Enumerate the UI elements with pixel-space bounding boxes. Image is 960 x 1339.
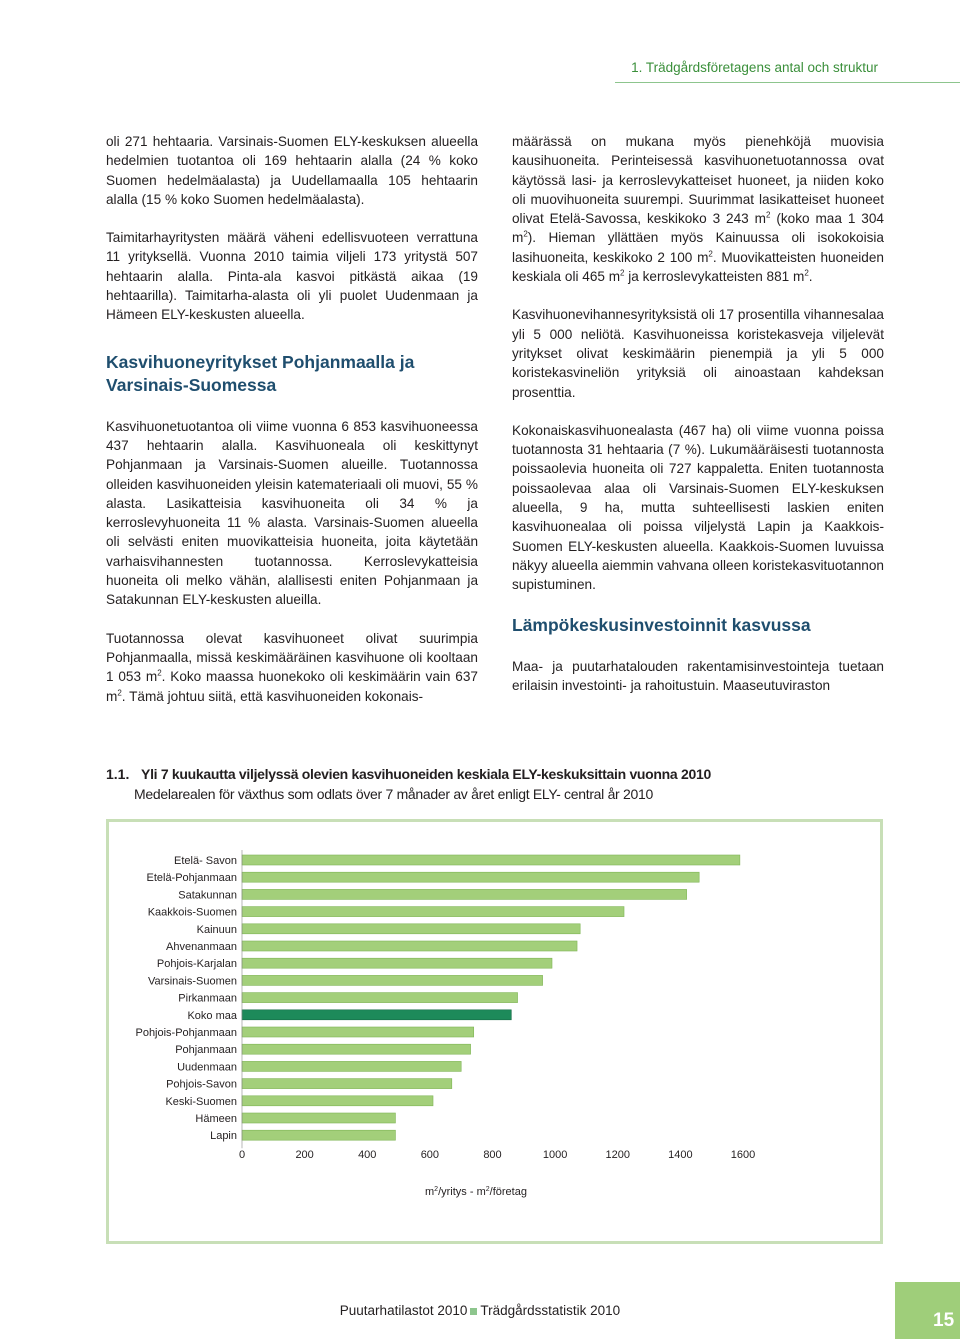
- category-label: Satakunnan: [178, 889, 237, 902]
- bar: [242, 1027, 474, 1037]
- category-label: Koko maa: [187, 1009, 237, 1022]
- figure-title-fi: Yli 7 kuukautta viljelyssä olevien kasvihuoneiden keskiala ELY-keskuksittain vuonna 2010: [141, 766, 711, 782]
- x-tick-label: 0: [238, 1149, 246, 1162]
- footer-right: Trädgårdsstatistik 2010: [480, 1303, 621, 1318]
- category-label: Pirkanmaan: [178, 992, 237, 1005]
- footer-left: Puutarhatilastot 2010: [339, 1303, 468, 1318]
- bar: [242, 1079, 452, 1089]
- bar: [242, 1061, 461, 1071]
- category-label: Keski-Suomen: [165, 1095, 237, 1108]
- left-column: [106, 132, 478, 725]
- paragraph: Kasvihuonetuotantoa oli viime vuonna 6 853 kasvihuoneessa 437 hehtaarin alalla. Kasvihuoneala oli keskittynyt Pohjanmaan ja Varsinais-Suomen alueille. Tuotannossa olleiden kasvihuoneiden yleisin katemateriaali oli muovi, 55 % alasta. Lasikatteisia kasvihuoneita oli 34 % ja kerroslevyhuoneita 11 % alasta. Varsinais-Suomen alueella oli selvästi eniten muovikatteisia huoneita, joita käytetään varhaisvihannesten tuotannossa. Kerroslevykatteisia huoneita oli melko vähän, alallisesti eniten Pohjanmaan ja Satakunnan ELY-keskusten alueilla.: [106, 418, 478, 608]
- right-column: [512, 132, 884, 714]
- category-label: Varsinais-Suomen: [147, 975, 237, 988]
- bar: [242, 907, 624, 917]
- footer-separator: [470, 1308, 477, 1315]
- section-heading: Lämpökeskusinvestoinnit kasvussa: [512, 614, 811, 635]
- category-label: Etelä-Pohjanmaan: [146, 872, 237, 885]
- category-label: Hämeen: [195, 1113, 237, 1125]
- x-tick-label: 1000: [542, 1149, 568, 1162]
- x-tick-label: 1600: [730, 1149, 756, 1162]
- x-tick-label: 400: [358, 1149, 377, 1162]
- paragraph: Kokonaiskasvihuonealasta (467 ha) oli viime vuonna poissa tuotannosta 31 hehtaaria (7 %). Lukumääräisesti tuotannosta poissaolevia huoneita oli 727 kappaletta. Eniten tuotannosta poissaolevaa alaa oli Varsinais-Suomen ELY-keskuksen alueella, 9 ha, mutta suhteellisesti laskien eniten kasvihuonealaa oli poissa viljelystä Lapin ja Kaakkois-Suomen ELY-keskusten alueella. Kaakkois-Suomen luvuissa näkyy alueella aiemmin vahvana olleen koristekasvituotannon supistuminen.: [512, 422, 884, 593]
- figure-caption: [106, 764, 711, 804]
- bar: [242, 1096, 433, 1106]
- bar: [242, 1113, 395, 1123]
- figure-title-sv: Medelarealen för växthus som odlats över 7 månader av året enligt ELY- central år 2010: [134, 786, 653, 802]
- page-number: 15: [895, 1282, 960, 1339]
- running-header: 1. Trädgårdsföretagens antal och struktur: [631, 60, 878, 75]
- bar: [242, 872, 699, 882]
- paragraph: määrässä on mukana myös pienehköjä muovisia kausihuoneita. Perinteisessä kasvihuonetuotannossa ovat käytössä lasi- ja kerroslevykatteiset huoneet, ja niiden koko oli muovihuoneita suurempi. Suurimmat lasikatteiset huoneet olivat Etelä-Savossa, keskikoko 3 243 $m^2$ (koko maa 1 304 $m^2$). Hieman yllättäen myös Kainuussa oli isokokoisia lasihuoneita, keskikoko 2 100 $m^2$. Muovikatteisten huoneiden keskiala oli 465 $m^2$ ja kerroslevykatteisten 881 $m^2$.: [512, 134, 884, 285]
- x-tick-label: 1400: [668, 1149, 693, 1162]
- bar: [242, 993, 518, 1003]
- header-rule: [615, 82, 960, 83]
- chart-frame: [106, 819, 883, 1244]
- paragraph: Maa- ja puutarhatalouden rakentamisinvestointeja tuetaan erilaisin investointi- ja rahoitustuin. Maaseutuviraston: [512, 658, 884, 693]
- page-footer: [0, 1303, 960, 1318]
- category-label: Pohjois-Savon: [166, 1078, 237, 1091]
- bar: [242, 889, 687, 899]
- category-label: Lapin: [210, 1130, 237, 1143]
- bar: [242, 941, 577, 951]
- bar: [242, 975, 543, 985]
- x-tick-label: 600: [420, 1149, 440, 1162]
- bar: [242, 1044, 471, 1054]
- figure-number: 1.1.: [106, 766, 130, 782]
- x-tick-label: 200: [295, 1149, 314, 1162]
- category-label: Uudenmaan: [177, 1061, 237, 1074]
- bar: [242, 1130, 395, 1140]
- category-label: Pohjois-Pohjanmaan: [135, 1027, 237, 1039]
- paragraph: Tuotannossa olevat kasvihuoneet olivat suurimpia Pohjanmaalla, missä keskimääräinen kasvihuone oli kooltaan 1 053 $m^2$. Koko maassa huonekoko oli keskimäärin vain 637 $m^2$. Tämä johtuu siitä, että kasvihuoneiden kokonais-: [106, 630, 478, 704]
- paragraph: Kasvihuonevihannesyrityksistä oli 17 prosentilla vihannesalaa yli 5 000 neliötä. Kasvihuoneissa koristekasveja viljelevät yritykset olivat keskimäärin pienempiä ja yli 5 000 koristekasvineliön yrityksiä oli ainoastaan kahdeksan prosenttia.: [512, 307, 884, 400]
- category-label: Etelä- Savon: [174, 855, 237, 867]
- bar: [242, 855, 740, 865]
- paragraph: Taimitarhayritysten määrä väheni edellisvuoteen verrattuna 11 yrityksellä. Vuonna 2010 taimia viljeli 173 yritystä 507 hehtaarin alalla. Pinta-ala kasvoi pitkästä aikaa (19 hehtaarilla). Taimitarha-alasta oli yli puolet Uudenmaan ja Hämeen ELY-keskusten alueella.: [106, 230, 478, 323]
- bar: [242, 1010, 511, 1020]
- x-tick-label: 1200: [605, 1149, 630, 1162]
- category-label: Kaakkois-Suomen: [147, 906, 237, 919]
- x-tick-label: 800: [483, 1149, 502, 1162]
- x-axis-label: $m^2$/yritys - $m^2$/företag: [425, 1186, 527, 1199]
- bar: [242, 924, 580, 934]
- category-label: Pohjois-Karjalan: [156, 958, 237, 971]
- bar-chart: [109, 822, 880, 1241]
- paragraph: oli 271 hehtaaria. Varsinais-Suomen ELY-keskuksen alueella hedelmien tuotantoa oli 169 hehtaarin alalla (24 % koko Suomen hedelmäalasta) ja Uudellamaalla 105 hehtaarin alalla (15 % koko Suomen hedelmäalasta).: [106, 134, 478, 207]
- category-label: Pohjanmaan: [175, 1044, 237, 1057]
- category-label: Ahvenanmaan: [166, 941, 237, 953]
- section-heading: Kasvihuoneyritykset Pohjanmaalla ja Varsinais-Suomessa: [106, 351, 415, 395]
- bar: [242, 958, 552, 968]
- category-label: Kainuun: [196, 923, 237, 936]
